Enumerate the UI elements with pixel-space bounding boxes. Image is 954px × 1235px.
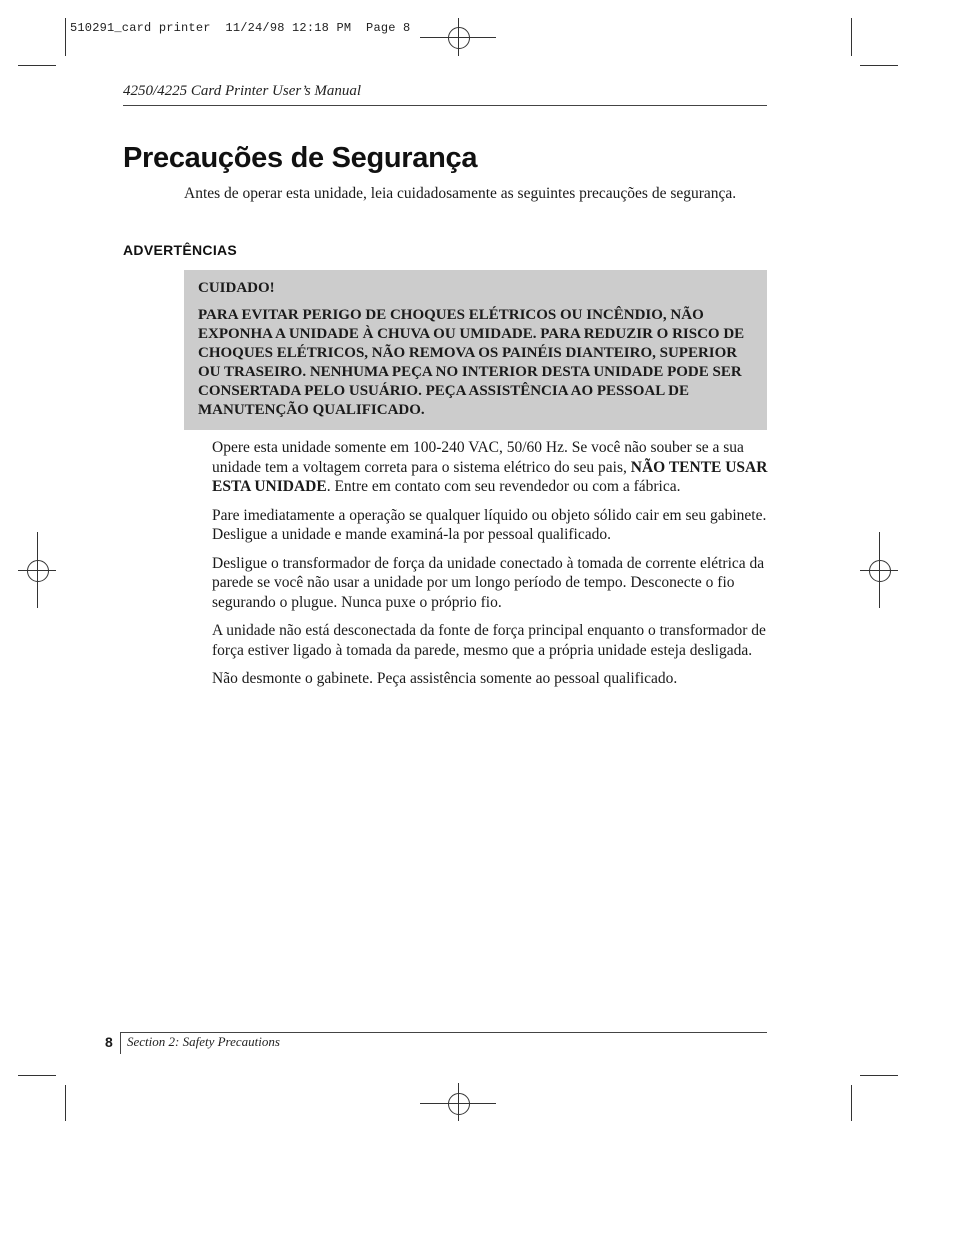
voltage-warning-bold: NÃO TENTE USAR ESTA UNIDADE bbox=[212, 458, 768, 495]
caution-title: CUIDADO! bbox=[198, 280, 275, 296]
list-item: A unidade não está desconectada da fonte de força principal enquanto o transformador de força estiver ligado à tomada da parede, mesmo que a própria unidade esteja desligada. bbox=[212, 622, 766, 659]
safety-list bbox=[212, 438, 768, 698]
voltage-text-end: . Entre em contato com seu revendedor ou com a fábrica. bbox=[326, 478, 681, 495]
section-heading: ADVERTÊNCIAS bbox=[123, 242, 238, 258]
printer-slug: 510291_card printer 11/24/98 12:18 PM Page 8 bbox=[70, 21, 411, 35]
page-number: 8 bbox=[105, 1034, 113, 1050]
footer-section-label: Section 2: Safety Precautions bbox=[127, 1034, 280, 1049]
footer-rule bbox=[120, 1032, 767, 1033]
intro-paragraph: Antes de operar esta unidade, leia cuidadosamente as seguintes precauções de segurança. bbox=[184, 185, 737, 202]
caution-box bbox=[184, 270, 767, 430]
page-title: Precauções de Segurança bbox=[123, 142, 478, 174]
list-item bbox=[212, 438, 768, 497]
voltage-text: Opere esta unidade somente em 100-240 VAC, 50/60 Hz. Se você não souber se a sua unidade tem a voltagem correta para o sistema elétrico do seu pais, bbox=[212, 439, 744, 476]
list-item: Desligue o transformador de força da unidade conectado à tomada de corrente elétrica da parede se você não usar a unidade por um longo período de tempo. Desconecte o fio segurando o plugue. Nunca puxe o próprio fio. bbox=[212, 554, 765, 611]
footer-divider bbox=[120, 1032, 121, 1054]
header-rule bbox=[123, 105, 767, 106]
running-header: 4250/4225 Card Printer User’s Manual bbox=[123, 83, 362, 99]
caution-text: PARA EVITAR PERIGO DE CHOQUES ELÉTRICOS OU INCÊNDIO, NÃO EXPONHA A UNIDADE À CHUVA OU UMIDADE. PARA REDUZIR O RISCO DE CHOQUES ELÉTRICOS, NÃO REMOVA OS PAINÉIS DIANTEIRO, SUPERIOR OU TRASEIRO. NENHUMA PEÇA NO INTERIOR DESTA UNIDADE PODE SER CONSERTADA PELO USUÁRIO. PEÇA ASSISTÊNCIA AO PESSOAL DE MANUTENÇÃO QUALIFICADO. bbox=[198, 307, 745, 418]
list-item: Não desmonte o gabinete. Peça assistência somente ao pessoal qualificado. bbox=[212, 670, 678, 687]
list-item: Pare imediatamente a operação se qualquer líquido ou objeto sólido cair em seu gabinete. Desligue a unidade e mande examiná-la por pessoal qualificado. bbox=[212, 506, 767, 543]
